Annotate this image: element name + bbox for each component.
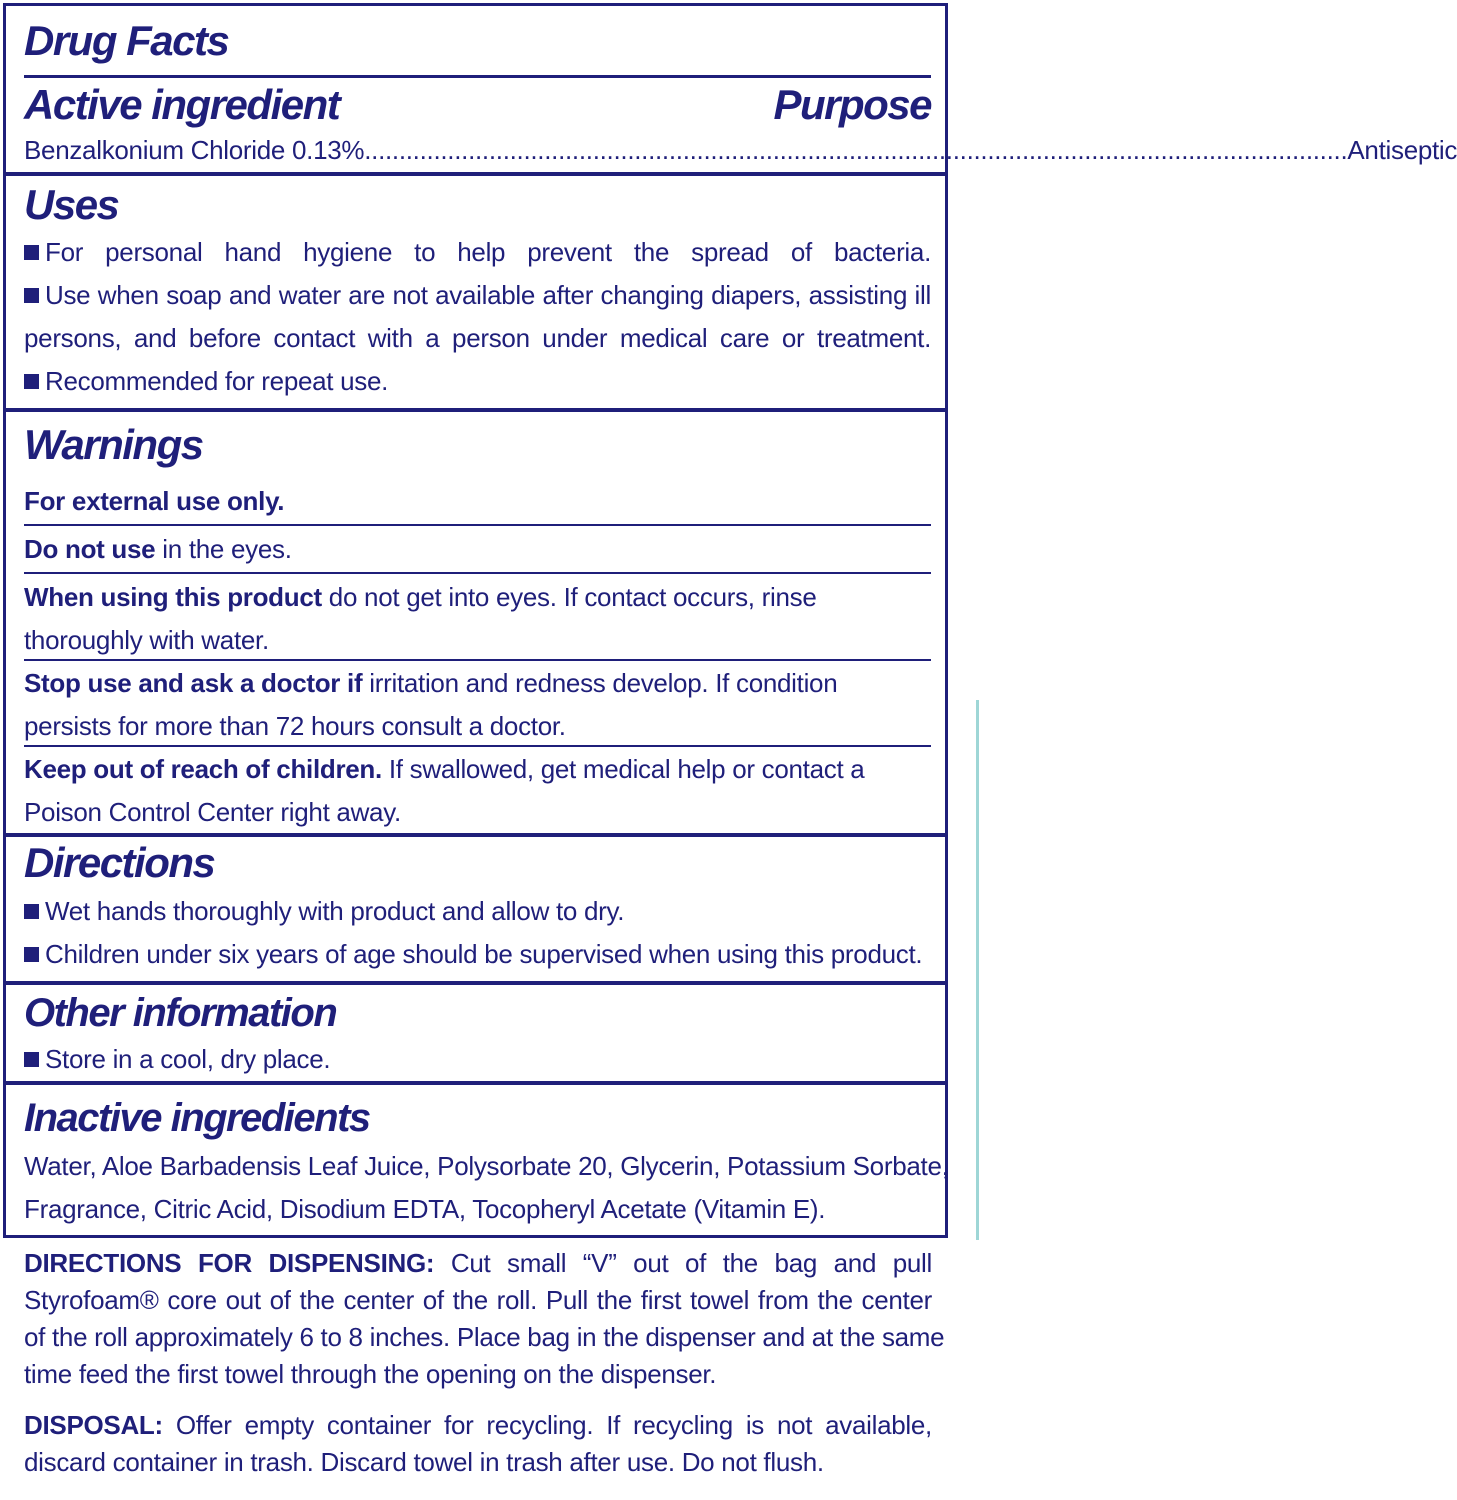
inactive-line-1: Water, Aloe Barbadensis Leaf Juice, Polysorbate 20, Glycerin, Potassium Sorbate, [24,1151,949,1181]
dispensing-line-4: time feed the first towel through the opening on the dispenser. [24,1359,717,1389]
warning-rule [24,572,931,574]
bullet-square-icon [24,1052,39,1067]
other-information-line: Store in a cool, dry place. [24,1044,931,1074]
uses-heading: Uses [24,181,119,228]
bullet-square-icon [24,904,39,919]
section-rule [6,833,945,837]
purpose-heading: Purpose [773,81,931,128]
active-ingredient-heading: Active ingredient [24,81,340,128]
stop-use-warning-cont: persists for more than 72 hours consult a doctor. [24,711,566,741]
warnings-heading: Warnings [24,421,203,468]
stop-use-warning: Stop use and ask a doctor if irritation and redness develop. If condition [24,668,838,698]
keep-out-warning-cont: Poison Control Center right away. [24,797,401,827]
title-rule [24,75,931,78]
when-using-warning: When using this product do not get into eyes. If contact occurs, rinse [24,582,817,612]
inactive-line-2: Fragrance, Citric Acid, Disodium EDTA, Tocopheryl Acetate (Vitamin E). [24,1194,826,1224]
uses-line-4: Recommended for repeat use. [24,366,931,396]
directions-heading: Directions [24,839,215,886]
warning-rule [24,659,931,661]
bullet-square-icon [24,947,39,962]
dispensing-line-3: of the roll approximately 6 to 8 inches. Place bag in the dispenser and at the same [24,1322,945,1352]
disposal-line-2: discard container in trash. Discard towel in trash after use. Do not flush. [24,1447,824,1477]
bullet-square-icon [24,288,39,303]
external-use-warning: For external use only. [24,486,285,516]
directions-line-1: Wet hands thoroughly with product and allow to dry. [24,896,931,926]
dispensing-line-1: DIRECTIONS FOR DISPENSING: Cut small “V” out of the bag and pull [24,1248,932,1278]
other-information-heading: Other information [24,991,337,1035]
leader-dots: .............................................................................................................................................. [364,135,1348,165]
warning-rule [24,745,931,747]
bullet-square-icon [24,374,39,389]
inactive-ingredients-heading: Inactive ingredients [24,1096,370,1140]
drug-facts-panel [3,3,1457,1238]
active-ingredient-purpose: Antiseptic [1347,135,1457,165]
section-rule [6,408,945,412]
section-rule [6,1081,945,1085]
disposal-line-1: DISPOSAL: Offer empty container for recycling. If recycling is not available, [24,1410,932,1440]
active-ingredient-name: Benzalkonium Chloride 0.13% [24,135,365,165]
keep-out-warning: Keep out of reach of children. If swallowed, get medical help or contact a [24,754,865,784]
section-rule [6,981,945,985]
warning-rule [24,524,931,526]
bullet-square-icon [24,245,39,260]
uses-line-1: For personal hand hygiene to help prevent the spread of bacteria. [24,237,931,267]
section-rule [6,172,945,176]
when-using-warning-cont: thoroughly with water. [24,625,269,655]
uses-line-3: persons, and before contact with a person under medical care or treatment. [24,323,931,353]
dispensing-line-2: Styrofoam® core out of the center of the roll. Pull the first towel from the center [24,1285,932,1315]
uses-line-2: Use when soap and water are not available after changing diapers, assisting ill [24,280,931,310]
directions-line-2: Children under six years of age should be supervised when using this product. [24,939,931,969]
do-not-use-warning: Do not use in the eyes. [24,534,292,564]
active-ingredient-row [24,135,1457,167]
drug-facts-title: Drug Facts [24,17,229,64]
edge-strip [976,700,979,1240]
